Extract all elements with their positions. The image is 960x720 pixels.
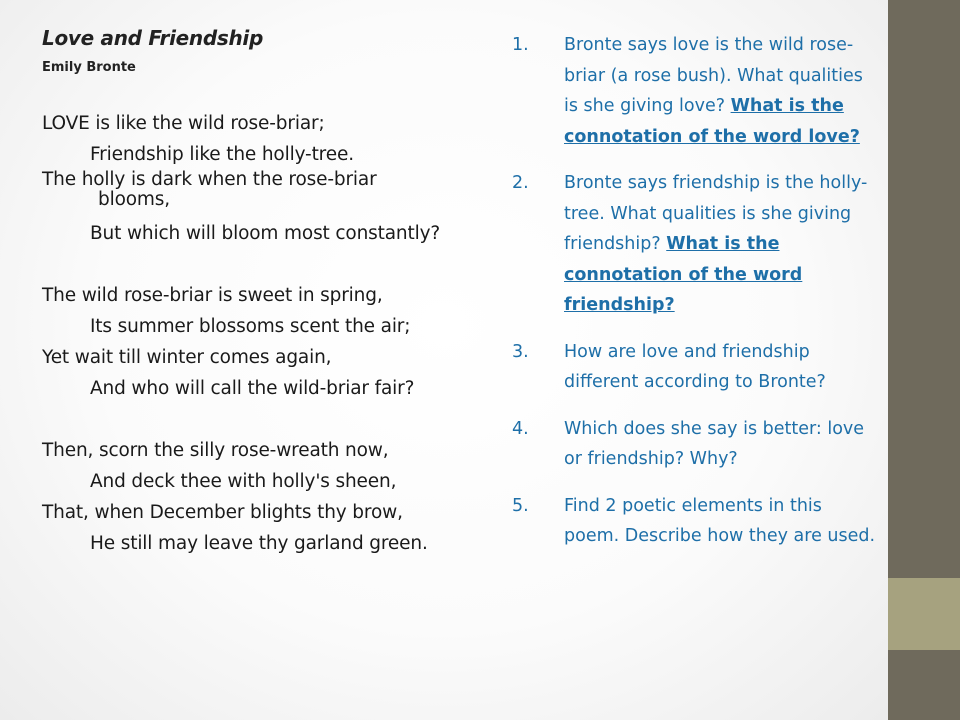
stanza-3 [42,435,517,559]
poem-line: Yet wait till winter comes again, [42,347,332,368]
question-number: 3. [512,341,529,362]
poem-line: He still may leave thy garland green. [90,533,428,554]
decorative-sidebar-band [888,578,960,650]
question-number: 4. [512,418,529,439]
question-text: How are love and friendship different according to Bronte? [564,341,826,392]
poem-title: Love and Friendship [42,26,263,50]
question-text: Bronte says friendship is the holly-tree. What qualities is she giving friendship? [564,173,868,254]
question-item [512,414,877,475]
question-text: Bronte says love is the wild rose-briar (a rose bush). What qualities is she giving love? [564,35,863,116]
question-underlined-text: What is the connotation of the word love? [564,96,860,147]
question-underlined-text: What is the connotation of the word friendship? [564,234,803,315]
question-text: Find 2 poetic elements in this poem. Describe how they are used. [564,495,876,546]
poem-line: And deck thee with holly's sheen, [90,471,397,492]
stanza-1 [42,108,517,249]
poem-line: The wild rose-briar is sweet in spring, [42,285,383,306]
poem-line: Then, scorn the silly rose-wreath now, [42,440,389,461]
poem-line: Friendship like the holly-tree. [90,144,354,165]
question-item [512,30,877,152]
poem-line: But which will bloom most constantly? [90,223,441,244]
poem-body [42,108,517,590]
question-number: 1. [512,35,529,55]
question-text: Which does she say is better: love or friendship? Why? [564,418,865,469]
stanza-2 [42,280,517,404]
poem-line-wrapped [42,170,517,218]
question-item [512,337,877,398]
question-item [512,491,877,552]
poem-line: That, when December blights thy brow, [42,502,403,523]
question-number: 2. [512,173,529,193]
question-item [512,168,877,321]
poem-line: LOVE is like the wild rose-briar; [42,113,325,134]
question-list [512,30,877,568]
poem-line: Its summer blossoms scent the air; [90,316,411,337]
poem-line: The holly is dark when the rose-briar [42,169,377,190]
poem-line: And who will call the wild-briar fair? [90,378,415,399]
poem-line-continuation: blooms, [98,189,171,210]
poem-author: Emily Bronte [42,60,136,75]
question-number: 5. [512,495,529,516]
